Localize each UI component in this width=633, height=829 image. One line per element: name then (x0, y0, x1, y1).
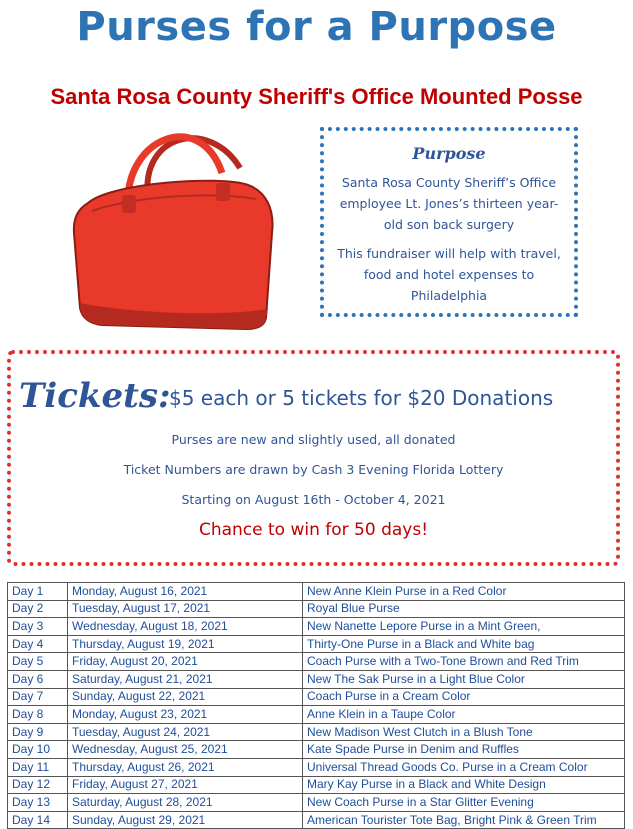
purpose-box (320, 127, 578, 317)
prize-cell: Coach Purse in a Cream Color (303, 688, 625, 706)
table-row (8, 600, 625, 618)
purse-right-strap-tab (216, 183, 230, 201)
date-cell: Friday, August 27, 2021 (68, 776, 303, 794)
purpose-heading: Purpose (412, 144, 486, 163)
table-row (8, 653, 625, 671)
date-cell: Sunday, August 22, 2021 (68, 688, 303, 706)
table-row (8, 811, 625, 829)
prize-schedule-table (7, 582, 625, 829)
prize-cell: Anne Klein in a Taupe Color (303, 706, 625, 724)
tickets-price: $5 each or 5 tickets for $20 Donations (169, 386, 554, 410)
organization-subtitle: Santa Rosa County Sheriff's Office Mounted Posse (50, 84, 583, 109)
tickets-info-dates: Starting on August 16th - October 4, 2021 (181, 492, 446, 507)
table-row (8, 688, 625, 706)
date-cell: Tuesday, August 17, 2021 (68, 600, 303, 618)
tickets-box (7, 350, 620, 566)
prize-cell: Thirty-One Purse in a Black and White bag (303, 635, 625, 653)
day-cell: Day 3 (8, 618, 68, 636)
table-row (8, 794, 625, 812)
day-cell: Day 13 (8, 794, 68, 812)
date-cell: Saturday, August 28, 2021 (68, 794, 303, 812)
table-row (8, 706, 625, 724)
date-cell: Saturday, August 21, 2021 (68, 670, 303, 688)
prize-cell: New The Sak Purse in a Light Blue Color (303, 670, 625, 688)
red-purse-illustration (70, 113, 280, 333)
tickets-info-lottery: Ticket Numbers are drawn by Cash 3 Evening Florida Lottery (123, 462, 504, 477)
purse-body (74, 181, 273, 329)
day-cell: Day 9 (8, 723, 68, 741)
prize-cell: Universal Thread Goods Co. Purse in a Cream Color (303, 758, 625, 776)
purpose-description: Santa Rosa County Sheriff’s Office employee Lt. Jones’s thirteen year-old son back surgery (339, 175, 559, 232)
day-cell: Day 8 (8, 706, 68, 724)
prize-cell: Coach Purse with a Two-Tone Brown and Red Trim (303, 653, 625, 671)
day-cell: Day 14 (8, 811, 68, 829)
date-cell: Thursday, August 19, 2021 (68, 635, 303, 653)
day-cell: Day 7 (8, 688, 68, 706)
date-cell: Monday, August 23, 2021 (68, 706, 303, 724)
table-row (8, 635, 625, 653)
date-cell: Friday, August 20, 2021 (68, 653, 303, 671)
day-cell: Day 1 (8, 583, 68, 601)
table-row (8, 723, 625, 741)
date-cell: Sunday, August 29, 2021 (68, 811, 303, 829)
tickets-info-donated: Purses are new and slightly used, all donated (171, 432, 456, 447)
prize-cell: Royal Blue Purse (303, 600, 625, 618)
table-row (8, 618, 625, 636)
date-cell: Thursday, August 26, 2021 (68, 758, 303, 776)
date-cell: Wednesday, August 18, 2021 (68, 618, 303, 636)
purse-left-strap-tab (122, 195, 136, 213)
day-cell: Day 10 (8, 741, 68, 759)
day-cell: Day 12 (8, 776, 68, 794)
tickets-label: Tickets: (19, 376, 171, 416)
purpose-fundraiser-note: This fundraiser will help with travel, food and hotel expenses to Philadelphia (337, 246, 561, 303)
day-cell: Day 5 (8, 653, 68, 671)
page-title: Purses for a Purpose (76, 4, 557, 50)
table-row (8, 741, 625, 759)
table-row (8, 758, 625, 776)
day-cell: Day 11 (8, 758, 68, 776)
prize-cell: Kate Spade Purse in Denim and Ruffles (303, 741, 625, 759)
table-row (8, 583, 625, 601)
prize-cell: New Nanette Lepore Purse in a Mint Green, (303, 618, 625, 636)
date-cell: Tuesday, August 24, 2021 (68, 723, 303, 741)
date-cell: Monday, August 16, 2021 (68, 583, 303, 601)
day-cell: Day 4 (8, 635, 68, 653)
prize-cell: Mary Kay Purse in a Black and White Design (303, 776, 625, 794)
day-cell: Day 6 (8, 670, 68, 688)
prize-cell: New Coach Purse in a Star Glitter Evening (303, 794, 625, 812)
prize-cell: New Anne Klein Purse in a Red Color (303, 583, 625, 601)
table-row (8, 670, 625, 688)
prize-cell: New Madison West Clutch in a Blush Tone (303, 723, 625, 741)
prize-cell: American Tourister Tote Bag, Bright Pink & Green Trim (303, 811, 625, 829)
date-cell: Wednesday, August 25, 2021 (68, 741, 303, 759)
table-row (8, 776, 625, 794)
day-cell: Day 2 (8, 600, 68, 618)
chance-to-win: Chance to win for 50 days! (198, 520, 429, 540)
